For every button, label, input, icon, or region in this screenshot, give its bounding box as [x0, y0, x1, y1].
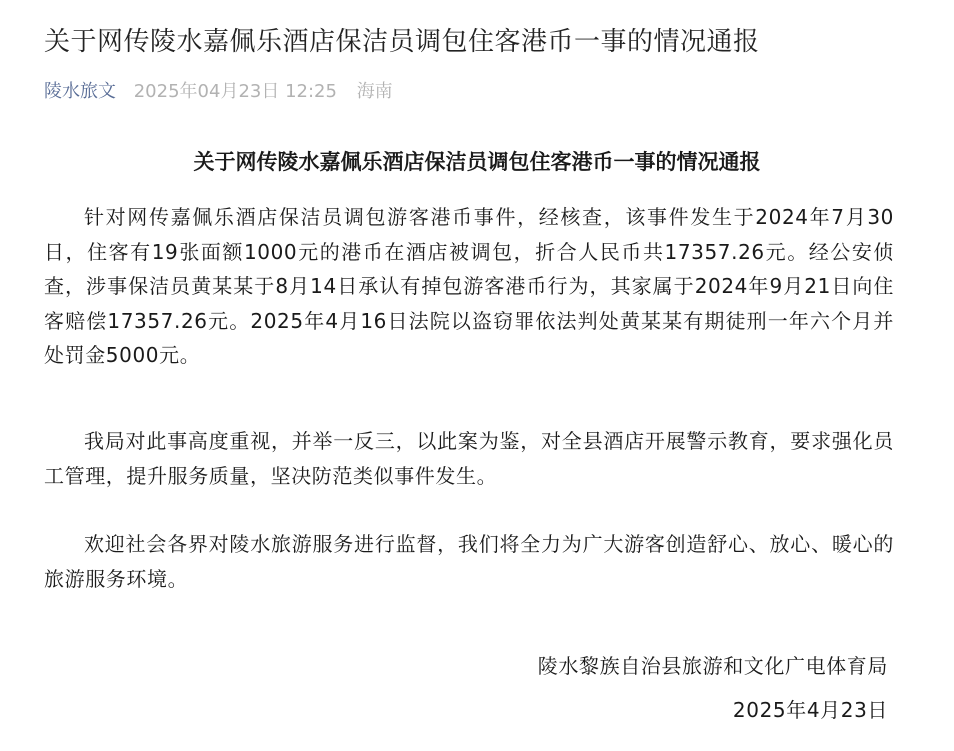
- publish-location: 海南: [356, 81, 393, 102]
- account-name-link[interactable]: 陵水旅文: [44, 81, 116, 102]
- signature-date: 2025年4月23日: [732, 698, 888, 722]
- notice-paragraph-2: 我局对此事高度重视，并举一反三，以此案为鉴，对全县酒店开展警示教育，要求强化员工管理，提升服务质量，坚决防范类似事件发生。: [44, 429, 894, 488]
- notice-paragraph-1: 针对网传嘉佩乐酒店保洁员调包游客港币事件，经核查，该事件发生于2024年7月30日，住客有19张面额1000元的港币在酒店被调包，折合人民币共17357.26元。经公安侦查，涉事保洁员黄某某于8月14日承认有掉包游客港币行为，其家属于2024年9月21日向住客赔偿17357.26元。2025年4月16日法院以盗窃罪依法判处黄某某有期徒刑一年六个月并处罚金5000元。: [44, 205, 894, 367]
- signature-organization: 陵水黎族自治县旅游和文化广电体育局: [537, 654, 888, 678]
- notice-paragraph-3: 欢迎社会各界对陵水旅游服务进行监督，我们将全力为广大游客创造舒心、放心、暖心的旅游服务环境。: [44, 532, 894, 591]
- publish-datetime: 2025年04月23日 12:25: [133, 81, 337, 102]
- article-meta: [44, 79, 407, 105]
- article-title: 关于网传陵水嘉佩乐酒店保洁员调包住客港币一事的情况通报: [44, 27, 760, 57]
- notice-heading: 关于网传陵水嘉佩乐酒店保洁员调包住客港币一事的情况通报: [193, 150, 761, 174]
